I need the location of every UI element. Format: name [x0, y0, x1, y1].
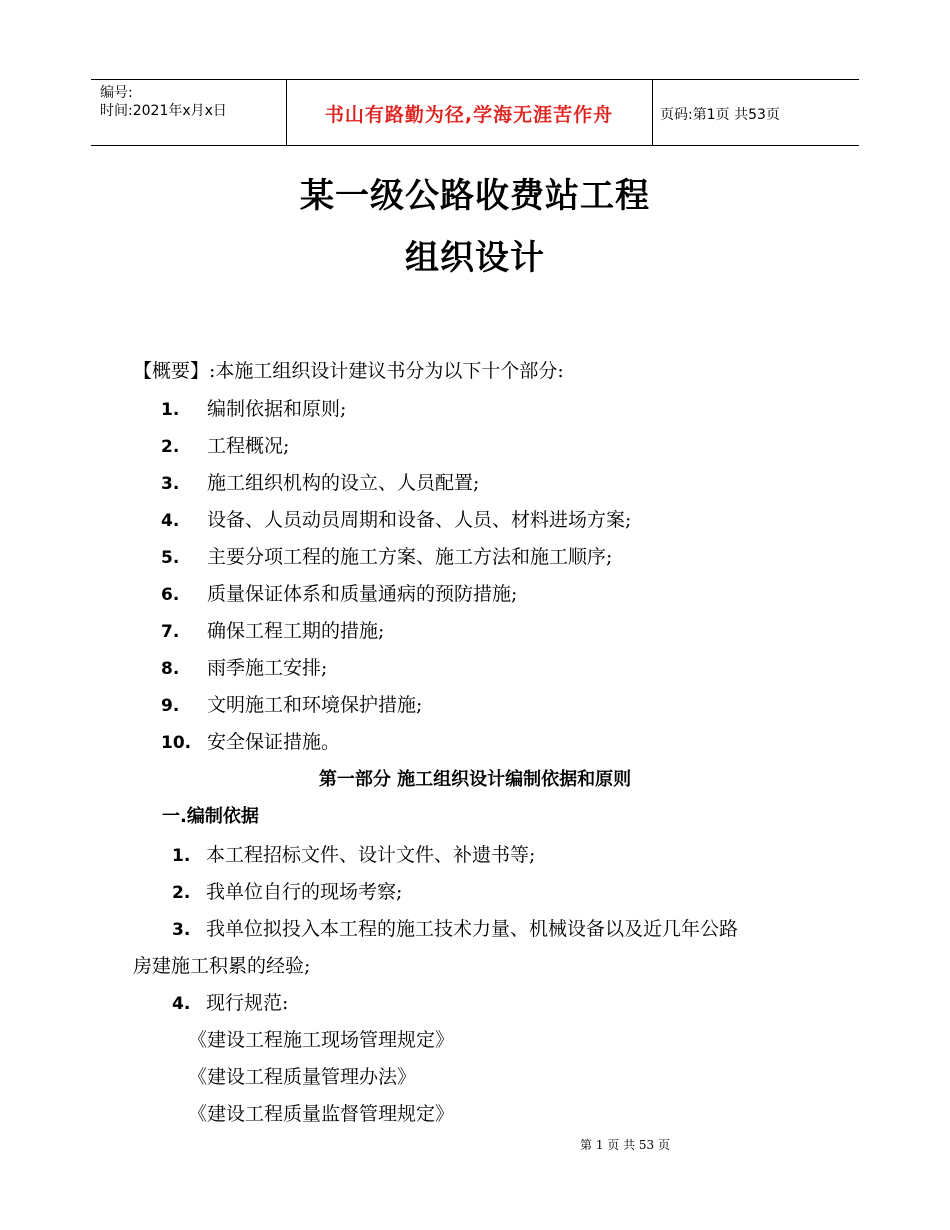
basis-item: [172, 917, 738, 942]
part1-heading: 第一部分 施工组织设计编制依据和原则: [318, 769, 632, 790]
item-number: 1.: [172, 846, 191, 866]
standard-item: 《建设工程质量监督管理规定》: [188, 1103, 455, 1125]
item-text: 文明施工和环境保护措施;: [207, 694, 423, 716]
overview-item: [161, 582, 517, 607]
basis-item-continuation: [133, 954, 310, 978]
header-divider-right: [652, 80, 653, 145]
item-text: 我单位拟投入本工程的施工技术力量、机械设备以及近几年公路: [206, 918, 739, 940]
item-number: 1.: [161, 400, 180, 420]
standard-item: 《建设工程质量管理办法》: [188, 1066, 417, 1088]
item-text: 安全保证措施。: [207, 731, 341, 753]
item-number: 4.: [172, 994, 191, 1014]
section1-heading: 一.编制依据: [162, 806, 259, 827]
item-text: 主要分项工程的施工方案、施工方法和施工顺序;: [207, 546, 613, 568]
overview-item: [161, 656, 327, 681]
item-text: 编制依据和原则;: [207, 398, 347, 420]
item-text: 雨季施工安排;: [207, 657, 328, 679]
item-text: 房建施工积累的经验;: [133, 955, 311, 977]
header-top-rule: [91, 79, 859, 80]
header-page-info: 页码:第1页 共53页: [660, 107, 780, 123]
overview-item: [161, 730, 340, 755]
overview-item: [161, 693, 422, 718]
overview-item: [161, 545, 612, 570]
item-text: 设备、人员动员周期和设备、人员、材料进场方案;: [207, 509, 632, 531]
header-code-label: 编号:: [100, 85, 133, 101]
overview-item: [161, 619, 384, 644]
basis-item: [172, 991, 288, 1016]
item-number: 2.: [172, 883, 191, 903]
item-number: 5.: [161, 548, 180, 568]
item-number: 2.: [161, 437, 180, 457]
item-number: 7.: [161, 622, 180, 642]
header-time-label: 时间:2021年x月x日: [100, 103, 227, 119]
item-number: 4.: [161, 511, 180, 531]
overview-item: [161, 434, 289, 459]
basis-item: [172, 843, 535, 868]
item-text: 确保工程工期的措施;: [207, 620, 385, 642]
overview-intro: 【概要】:本施工组织设计建议书分为以下十个部分:: [133, 360, 564, 382]
document-subtitle: 组织设计: [405, 238, 545, 278]
basis-item: [172, 880, 402, 905]
item-text: 工程概况;: [207, 435, 290, 457]
item-text: 质量保证体系和质量通病的预防措施;: [207, 583, 518, 605]
standard-item: 《建设工程施工现场管理规定》: [188, 1029, 455, 1051]
overview-item: [161, 397, 346, 422]
item-number: 6.: [161, 585, 180, 605]
overview-item: [161, 508, 631, 533]
item-text: 我单位自行的现场考察;: [206, 881, 403, 903]
header-bottom-rule: [91, 145, 859, 146]
item-number: 9.: [161, 696, 180, 716]
item-text: 现行规范:: [206, 992, 289, 1014]
item-text: 施工组织机构的设立、人员配置;: [207, 472, 480, 494]
page-footer: 第 1 页 共 53 页: [580, 1138, 670, 1152]
item-number: 3.: [161, 474, 180, 494]
overview-item: [161, 471, 479, 496]
item-number: 10.: [161, 733, 192, 753]
item-number: 8.: [161, 659, 180, 679]
header-motto: 书山有路勤为径,学海无涯苦作舟: [324, 104, 614, 126]
document-title: 某一级公路收费站工程: [300, 176, 650, 216]
item-text: 本工程招标文件、设计文件、补遗书等;: [206, 844, 536, 866]
item-number: 3.: [172, 920, 191, 940]
